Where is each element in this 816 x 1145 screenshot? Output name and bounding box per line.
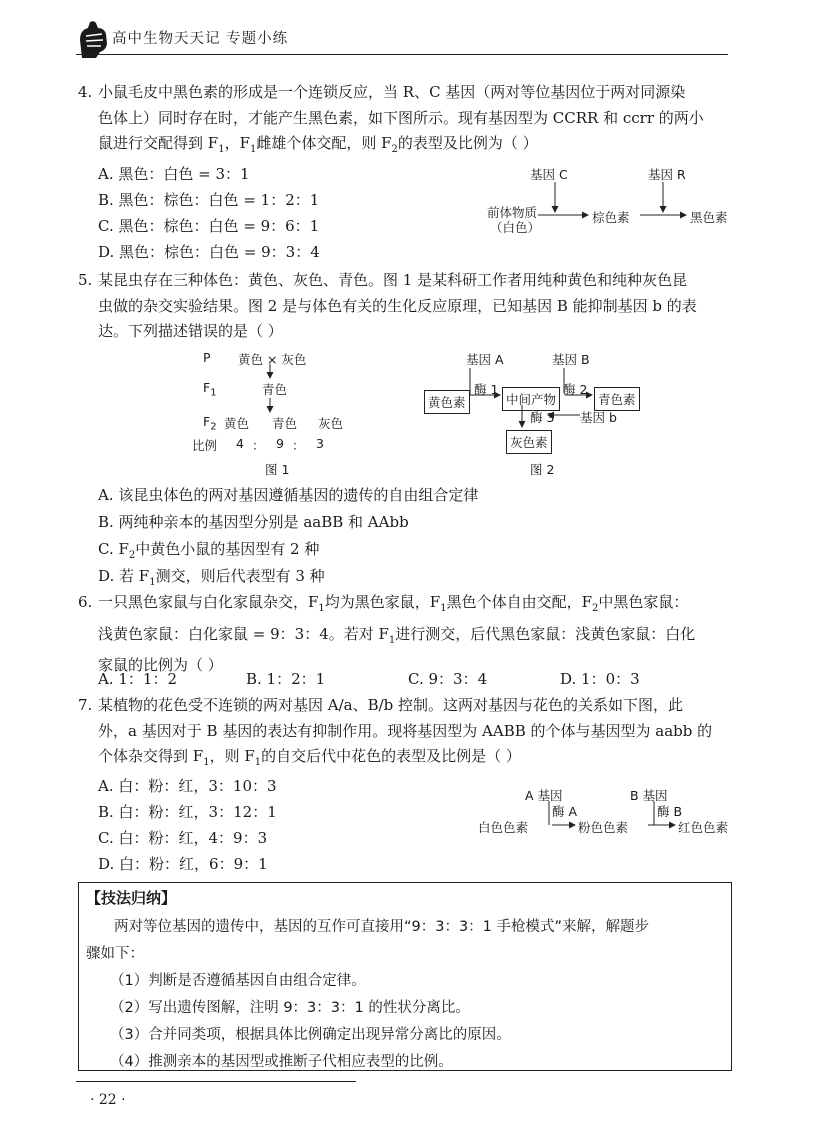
- fig1-cyan: 青色: [272, 416, 298, 431]
- fig2-arrows: [420, 355, 650, 450]
- fig2-yellow-pigment-box: 黄色素: [424, 390, 470, 414]
- fig2-enzyme-3: 酶 3: [530, 410, 555, 425]
- summary-paragraph-line-1: 两对等位基因的遗传中，基因的互作可直接用“9：3：3：1 手枪模式”来解，解题步: [114, 919, 650, 935]
- fig1-arrows: [255, 362, 288, 422]
- q7-red-pigment: 红色色素: [678, 820, 729, 835]
- q5-option-a[interactable]: A. 该昆虫体色的两对基因遵循基因的遗传的自由组合定律: [98, 486, 479, 504]
- fig1-cross: 黄色 × 灰色: [238, 352, 307, 367]
- q7-stem: 7. 某植物的花色受不连锁的两对基因 A/a、B/b 控制。这两对基因与花色的关系如下图，此 外，a 基因对于 B 基因的表达有抑制作用。现将基因型为 AABB 的个体与基因型为 aabb 的 个体杂交得到 $F_1$，则 $F_1$的自交后代中花色的表型及比例是（ ）: [78, 696, 713, 768]
- q5-option-b[interactable]: B. 两纯种亲本的基因型分别是 aaBB 和 AAbb: [98, 513, 409, 531]
- q7-option-b[interactable]: B. 白：粉：红，3：12：1: [98, 803, 277, 821]
- fig1-ratio-3: 3: [316, 436, 324, 451]
- q4-gene-c-label: 基因 C: [530, 167, 568, 182]
- q5-stem: 5. 某昆虫存在三种体色：黄色、灰色、青色。图 1 是某科研工作者用纯种黄色和纯种灰色昆 虫做的杂交实验结果。图 2 是与体色有关的生化反应原理，已知基因 B 能抑制基因 b 的表 达。下列描述错误的是（ ）: [78, 271, 697, 340]
- q7-pathway-arrows: [470, 795, 690, 835]
- q7-enzyme-b: 酶 B: [657, 804, 683, 819]
- q7-option-d[interactable]: D. 白：粉：红，6：9：1: [98, 855, 268, 873]
- q4-black-label: 黑色素: [690, 210, 728, 225]
- header-rule: [76, 54, 728, 55]
- summary-step-4: （4）推测亲本的基因型或推断子代相应表型的比例。: [110, 1054, 453, 1070]
- fig2-gene-a: 基因 A: [466, 352, 504, 367]
- q5-option-d[interactable]: D. 若 $F_1$测交，则后代表型有 3 种: [98, 567, 325, 588]
- q4-option-d[interactable]: D. 黑色：棕色：白色 = 9：3：4: [98, 243, 320, 261]
- fig1-colon-1: ：: [252, 438, 265, 453]
- fig1-caption: 图 1: [265, 462, 290, 477]
- summary-step-1: （1）判断是否遵循基因自由组合定律。: [110, 973, 366, 989]
- summary-paragraph-line-2: 骤如下：: [86, 946, 144, 962]
- q6-option-a[interactable]: A. 1：1：2: [98, 670, 177, 688]
- q7-white-pigment: 白色色素: [478, 820, 529, 835]
- q7-gene-b-label: B 基因: [630, 788, 668, 803]
- fig1-ratio-4: 4: [236, 436, 244, 451]
- q5-option-c[interactable]: C. $F_2$中黄色小鼠的基因型有 2 种: [98, 540, 320, 561]
- footer-rule: [76, 1081, 356, 1082]
- fig1-yellow: 黄色: [224, 416, 250, 431]
- fig1-colon-2: ：: [292, 438, 305, 453]
- summary-step-3: （3）合并同类项，根据具体比例确定出现异常分离比的原因。: [110, 1027, 511, 1043]
- page-number: · 22 ·: [90, 1092, 126, 1108]
- q4-brown-label: 棕色素: [592, 210, 630, 225]
- fig1-f2-label: $F_2$: [203, 414, 217, 433]
- fig1-ratio-label: 比例: [192, 438, 218, 453]
- fig1-f1-value: 青色: [262, 382, 288, 397]
- fig2-gene-b: 基因 B: [552, 352, 590, 367]
- q7-enzyme-a: 酶 A: [552, 804, 578, 819]
- q6-stem: 6. 一只黑色家鼠与白化家鼠杂交，$F_1$均为黑色家鼠，$F_1$黑色个体自由交配，$F_2$中黑色家鼠： 浅黄色家鼠：白化家鼠 = 9：3：4。若对 $F_1$进行测交，后代黑色家鼠：浅黄色家鼠：白化 家鼠的比例为（ ）: [78, 593, 696, 674]
- q7-option-c[interactable]: C. 白：粉：红，4：9：3: [98, 829, 268, 847]
- fig2-gene-small-b: 基因 b: [580, 410, 617, 425]
- q4-white-label: （白色）: [490, 220, 541, 235]
- q7-option-a[interactable]: A. 白：粉：红，3：10：3: [98, 777, 277, 795]
- q4-gene-r-label: 基因 R: [648, 167, 686, 182]
- fig2-enzyme-1: 酶 1: [474, 382, 499, 397]
- q4-precursor-label: 前体物质: [487, 205, 538, 220]
- q6-option-b[interactable]: B. 1：2：1: [246, 670, 326, 688]
- q4-stem: 4. 小鼠毛皮中黑色素的形成是一个连锁反应，当 R、C 基因（两对等位基因位于两对同源染 色体上）同时存在时，才能产生黑色素，如下图所示。现有基因型为 CCRR 和 ccrr 的两小 鼠进行交配得到 $F_1$，$F_1$雌雄个体交配，则 $F_2$的表型及比例为（ ）: [78, 83, 704, 155]
- fig1-ratio-9: 9: [276, 436, 284, 451]
- summary-title: 【技法归纳】: [86, 889, 177, 907]
- summary-step-2: （2）写出遗传图解，注明 9：3：3：1 的性状分离比。: [110, 1000, 470, 1016]
- q4-option-b[interactable]: B. 黑色：棕色：白色 = 1：2：1: [98, 191, 320, 209]
- fig2-caption: 图 2: [530, 462, 555, 477]
- q4-option-c[interactable]: C. 黑色：棕色：白色 = 9：6：1: [98, 217, 320, 235]
- q7-pink-pigment: 粉色色素: [578, 820, 629, 835]
- fig2-gray-pigment-box: 灰色素: [506, 430, 552, 454]
- fig2-enzyme-2: 酶 2: [563, 382, 588, 397]
- q4-pathway-arrows: [480, 160, 740, 240]
- fig1-p-label: P: [203, 350, 211, 365]
- q7-gene-a-label: A 基因: [525, 788, 563, 803]
- fig1-gray: 灰色: [318, 416, 344, 431]
- q6-option-d[interactable]: D. 1：0：3: [560, 670, 640, 688]
- fig1-f1-label: $F_1$: [203, 380, 217, 399]
- q6-option-c[interactable]: C. 9：3：4: [408, 670, 488, 688]
- fig2-intermediate-box: 中间产物: [502, 387, 560, 411]
- q4-option-a[interactable]: A. 黑色：白色 = 3：1: [98, 165, 250, 183]
- fig2-cyan-pigment-box: 青色素: [594, 387, 640, 411]
- header-title: 高中生物天天记 专题小练: [112, 31, 289, 47]
